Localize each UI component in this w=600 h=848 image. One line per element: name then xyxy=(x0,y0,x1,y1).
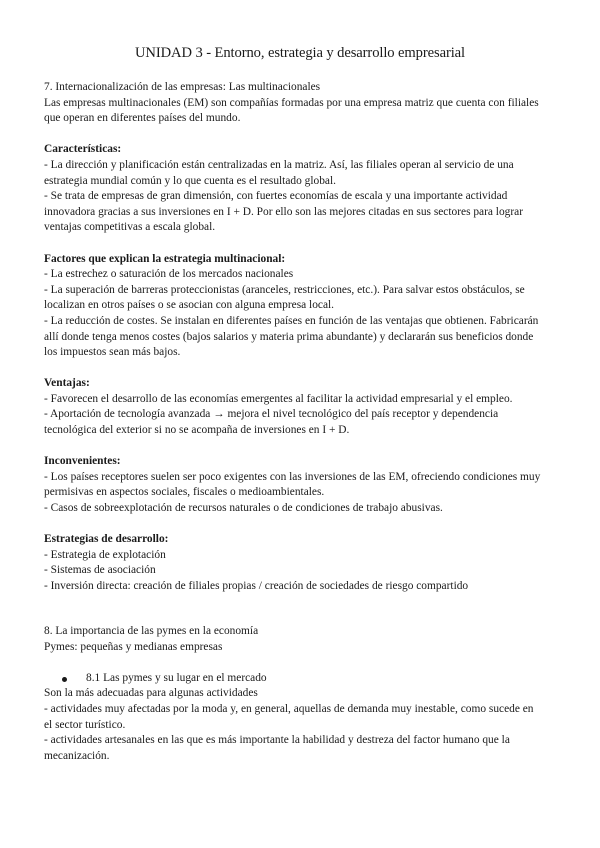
text-line: los impuestos sean más bajos. xyxy=(44,346,181,359)
text-line: ventajas competitivas a escala global. xyxy=(44,221,216,234)
text-line: - Aportación de tecnología avanzada → mejora el nivel tecnológico del país receptor y dependencia xyxy=(44,408,499,421)
page-title: UNIDAD 3 - Entorno, estrategia y desarrollo empresarial xyxy=(134,45,466,61)
text-line: permisivas en aspectos sociales, fiscales o medioambientales. xyxy=(44,486,325,499)
text-line: - actividades muy afectadas por la moda y, en general, aquellas de demanda muy inestable, como sucede en xyxy=(44,702,534,715)
section-8 xyxy=(44,624,560,764)
text-line: Las empresas multinacionales (EM) son compañías formadas por una empresa matriz que cuenta con filiales xyxy=(44,96,539,109)
text-line: - Se trata de empresas de gran dimensión, con fuertes economías de escala y una importante actividad xyxy=(44,190,508,203)
bullet-item xyxy=(62,671,560,687)
text-line: - actividades artesanales en las que es más importante la habilidad y destreza del factor humano que la xyxy=(44,734,510,747)
text-line: allí donde tenga menos costes (bajos salarios y materia prima abundante) y declararán sus beneficios donde xyxy=(44,330,534,343)
section-7 xyxy=(44,80,560,595)
subsection-heading: Características: xyxy=(44,143,122,156)
subsection-heading: Inconvenientes: xyxy=(44,455,121,468)
text-line: Pymes: pequeñas y medianas empresas xyxy=(44,640,223,653)
section-heading: 7. Internacionalización de las empresas: Las multinacionales xyxy=(44,81,321,93)
text-line: Son la más adecuadas para algunas actividades xyxy=(44,687,258,700)
text-line: - Favorecen el desarrollo de las economías emergentes al facilitar la actividad empresarial y el empleo. xyxy=(44,392,513,405)
text-line: tecnológica del exterior si no se acompaña de inversiones en I + D. xyxy=(44,424,350,437)
text-line: - La dirección y planificación están centralizadas en la matriz. Así, las filiales operan al servicio de una xyxy=(44,158,514,171)
text-line: - Sistemas de asociación xyxy=(44,564,156,577)
subsection-heading: Estrategias de desarrollo: xyxy=(44,533,169,546)
text-line: estrategia mundial común y lo que cuenta es el resultado global. xyxy=(44,174,336,187)
text-line: - La estrechez o saturación de los mercados nacionales xyxy=(44,268,294,281)
text-line: - Casos de sobreexplotación de recursos naturales o de condiciones de trabajo abusivas. xyxy=(44,502,443,515)
text-line: - La reducción de costes. Se instalan en diferentes países en función de las ventajas que obtienen. Fabricarán xyxy=(44,314,539,327)
section-heading: 8. La importancia de las pymes en la economía xyxy=(44,625,259,637)
text-line: innovadora gracias a sus inversiones en I + D. Por ello son las mejores citadas en sus sectores para lograr xyxy=(44,205,523,218)
text-line: - Estrategia de explotación xyxy=(44,548,166,561)
text-line: localizan en otros países o se asocian con alguna empresa local. xyxy=(44,299,335,312)
subsection-heading: Factores que explican la estrategia multinacional: xyxy=(44,252,286,265)
text-line: - Inversión directa: creación de filiales propias / creación de sociedades de riesgo compartido xyxy=(44,580,469,592)
text-line: - La superación de barreras proteccionistas (aranceles, restricciones, etc.). Para salvar estos obstáculos, se xyxy=(44,283,525,296)
text-line: mecanización. xyxy=(44,749,110,762)
text-line: el sector turístico. xyxy=(44,718,126,731)
text-line: - Los países receptores suelen ser poco exigentes con las inversiones de las EM, ofreciendo condiciones muy xyxy=(44,470,541,483)
text-line: que operan en diferentes países del mundo. xyxy=(44,112,241,125)
bullet-label: 8.1 Las pymes y su lugar en el mercado xyxy=(86,671,267,684)
subsection-heading: Ventajas: xyxy=(44,377,90,390)
bullet-icon xyxy=(62,677,67,682)
